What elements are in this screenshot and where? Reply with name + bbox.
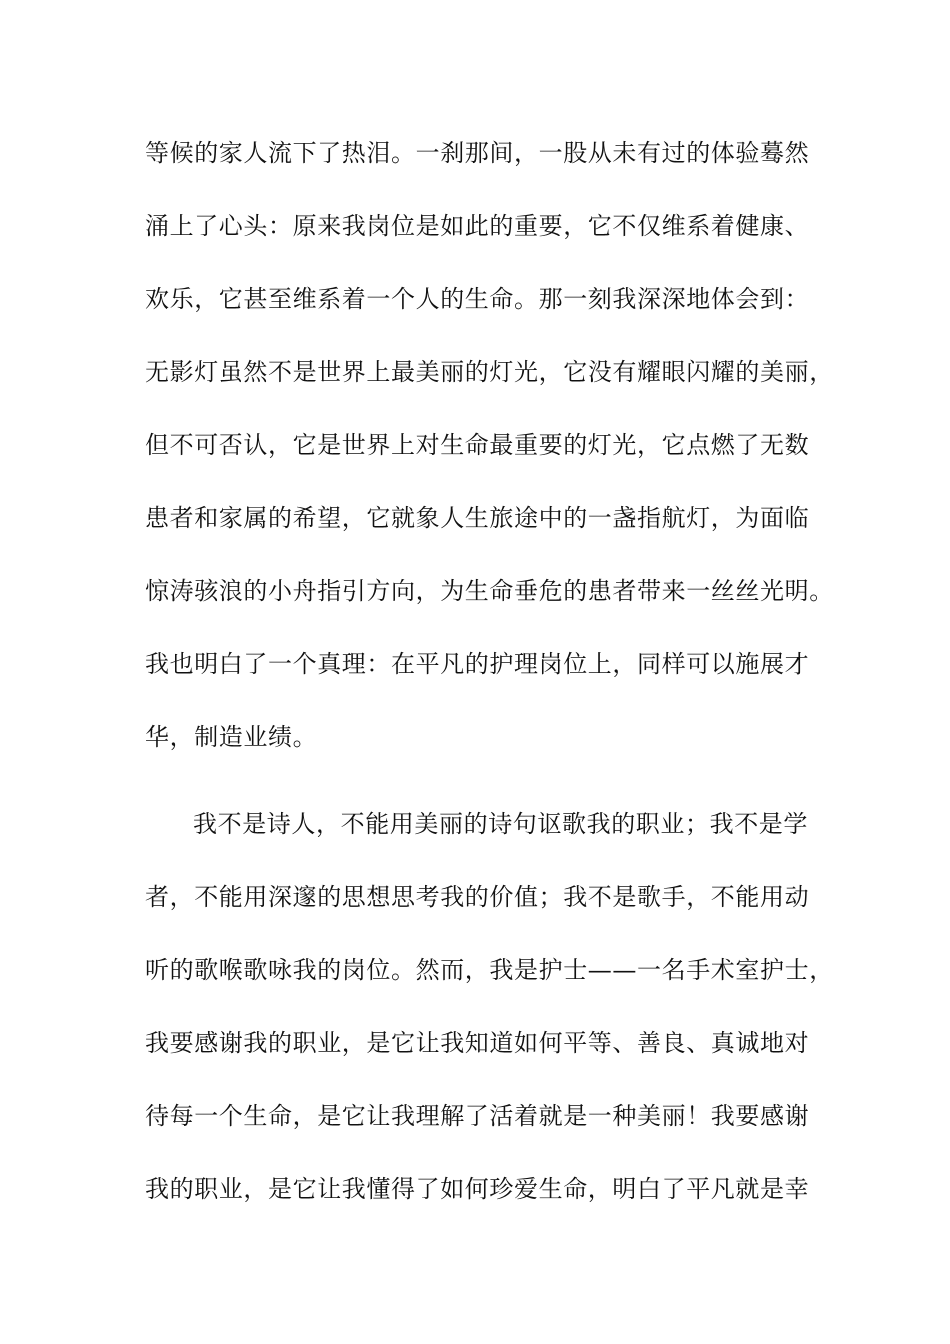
text-line: 听的歌喉歌咏我的岗位。然而，我是护士——一名手术室护士，	[145, 956, 834, 984]
text-line: 我要感谢我的职业，是它让我知道如何平等、善良、真诚地对	[145, 1029, 810, 1057]
text-line: 待每一个生命，是它让我理解了活着就是一种美丽！我要感谢	[145, 1102, 810, 1130]
text-line: 患者和家属的希望，它就象人生旅途中的一盏指航灯，为面临	[145, 504, 810, 532]
text-line: 欢乐，它甚至维系着一个人的生命。那一刻我深深地体会到：	[145, 285, 810, 313]
text-line: 涌上了心头：原来我岗位是如此的重要，它不仅维系着健康、	[145, 212, 810, 240]
text-line: 华，制造业绩。	[145, 723, 318, 751]
text-line: 等候的家人流下了热泪。一刹那间，一股从未有过的体验蓦然	[145, 139, 810, 167]
text-line: 者，不能用深邃的思想思考我的价值；我不是歌手，不能用动	[145, 883, 810, 911]
text-line: 但不可否认，它是世界上对生命最重要的灯光，它点燃了无数	[145, 431, 810, 459]
text-line: 惊涛骇浪的小舟指引方向，为生命垂危的患者带来一丝丝光明。	[145, 577, 834, 605]
text-line: 我的职业，是它让我懂得了如何珍爱生命，明白了平凡就是幸	[145, 1175, 810, 1203]
paragraph-first-line: 我不是诗人，不能用美丽的诗句讴歌我的职业；我不是学	[193, 810, 808, 838]
text-line: 无影灯虽然不是世界上最美丽的灯光，它没有耀眼闪耀的美丽，	[145, 358, 834, 386]
text-line: 我也明白了一个真理：在平凡的护理岗位上，同样可以施展才	[145, 650, 810, 678]
